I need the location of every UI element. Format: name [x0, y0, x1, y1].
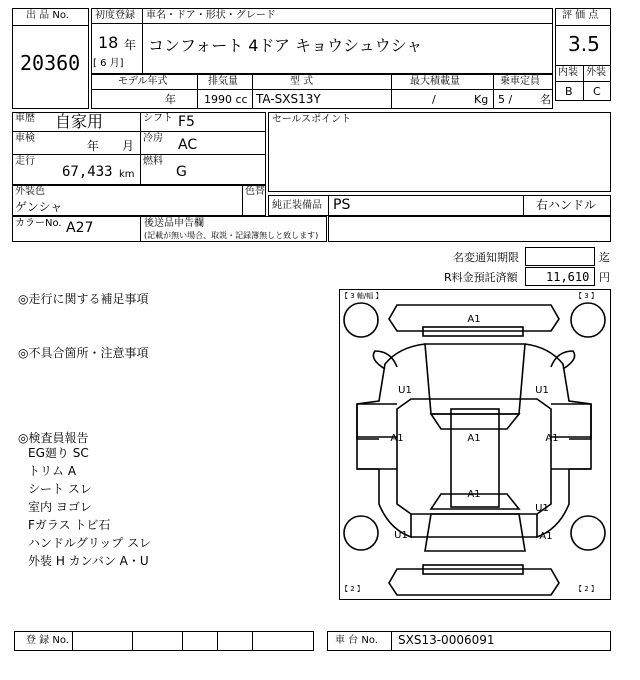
history: 自家用 — [55, 112, 104, 131]
history-label: 車歴 — [15, 113, 35, 124]
inspector-line: 外装 H カンバン A・U — [28, 554, 149, 568]
diagram-corner-label: 【 2 】 — [341, 585, 364, 593]
driving-notes-label: ◎走行に関する補足事項 — [18, 292, 149, 306]
damage-mark-front-bumper: A1 — [467, 314, 481, 325]
defects-label: ◎不具合箇所・注意事項 — [18, 346, 149, 360]
exterior-color-label: 外装色 — [15, 186, 45, 197]
interior-label: 内装 — [558, 67, 578, 78]
first-reg-month: [ 6 月] — [93, 58, 124, 69]
inspector-line: ハンドルグリップ スレ — [28, 536, 152, 550]
capacity-label: 乗車定員 — [500, 76, 540, 87]
post-report-label: 後送品申告欄 — [144, 218, 204, 229]
inspector-line: Fガラス トビ石 — [28, 518, 111, 532]
lot-number: 20360 — [20, 51, 81, 75]
exterior-grade: C — [593, 85, 601, 98]
inspector-report-label: ◎検査員報告 — [18, 431, 89, 445]
damage-mark-right-front-door: A1 — [545, 433, 559, 444]
rating-label: 評 価 点 — [562, 10, 599, 21]
shift: F5 — [178, 114, 195, 130]
chassis-no-label: 車 台 No. — [335, 635, 378, 646]
blank-box — [328, 216, 611, 242]
rating-score: 3.5 — [568, 32, 600, 56]
inspector-line: シート スレ — [28, 482, 92, 496]
car-name: コンフォート 4ドア キョウシュウシャ — [148, 36, 423, 55]
model-year-label: モデル年式 — [118, 76, 168, 87]
genuine-equip-label: 純正装備品 — [272, 200, 322, 211]
mileage-label: 走行 — [15, 156, 35, 167]
model-year-unit: 年 — [165, 93, 176, 106]
diagram-corner-label: 【 2 】 — [575, 585, 598, 593]
aircon: AC — [178, 137, 198, 153]
diagram-corner-label: 【 3 】 — [575, 292, 598, 300]
damage-mark-trunk: A1 — [467, 489, 481, 500]
name-change-label: 名変通知期限 — [453, 251, 519, 264]
aircon-label: 冷房 — [143, 133, 163, 144]
inspector-line: 室内 ヨゴレ — [28, 500, 92, 514]
color-no: A27 — [66, 220, 94, 236]
first-reg-label: 初度登録 — [95, 10, 135, 21]
recycle-amount: 11,610 — [546, 270, 590, 284]
inspection-year: 年 — [87, 139, 100, 153]
capacity-unit: 名 — [540, 93, 551, 106]
reg-no-label: 登 録 No. — [26, 635, 69, 646]
sales-point-label: セールスポイント — [272, 114, 352, 125]
damage-mark-rear-right-quarter: A1 — [539, 531, 553, 542]
car-diagram — [339, 289, 611, 600]
info-left-box — [12, 112, 266, 185]
damage-mark-left-front-door: A1 — [390, 433, 404, 444]
color-no-label: カラーNo. — [15, 218, 62, 229]
handle-position: 右ハンドル — [536, 198, 597, 212]
fuel: G — [176, 164, 187, 180]
recycle-unit: 円 — [599, 271, 610, 284]
chassis-no: SXS13-0006091 — [398, 633, 495, 647]
post-report-note: (記載が無い場合、取説・記録簿無しと致します) — [144, 231, 319, 240]
max-load-label: 最大積載量 — [410, 76, 460, 87]
type-label: 型 式 — [290, 76, 314, 87]
max-load-value: / — [432, 93, 436, 106]
model-type: TA-SXS13Y — [256, 92, 321, 106]
year-unit: 年 — [124, 38, 137, 52]
fuel-label: 燃料 — [143, 156, 163, 167]
car-name-label: 車名・ドア・形状・グレード — [146, 10, 276, 21]
genuine-equip: PS — [333, 197, 351, 213]
damage-mark-rear-left-door: U1 — [535, 503, 549, 514]
damage-mark-rear-right-door: U1 — [394, 530, 408, 541]
inspection-label: 車検 — [15, 133, 35, 144]
name-change-deadline — [525, 247, 595, 266]
damage-mark-front-left-fender: U1 — [398, 385, 412, 396]
inspector-line: トリム A — [28, 464, 77, 478]
displacement: 1990 cc — [204, 93, 248, 106]
inspection-month: 月 — [122, 139, 135, 153]
shift-label: シフト — [143, 113, 173, 124]
inspector-line: EG廻り SC — [28, 446, 89, 460]
diagram-corner-label: 【 3 軸/幅 】 — [341, 292, 383, 300]
capacity: 5 / — [498, 93, 513, 106]
max-load-unit: Kg — [474, 93, 489, 106]
recycle-label: R料金預託済額 — [444, 271, 518, 284]
interior-grade: B — [565, 85, 573, 98]
mileage-unit: km — [119, 169, 135, 180]
damage-mark-front-right-fender: U1 — [535, 385, 549, 396]
exterior-label: 外装 — [586, 67, 606, 78]
damage-mark-roof: A1 — [467, 433, 481, 444]
first-reg-year: 18 — [98, 33, 119, 52]
color-change-label: 色替 — [245, 186, 265, 197]
exterior-color: ゲンシャ — [15, 200, 63, 214]
mileage: 67,433 — [62, 164, 113, 180]
displacement-label: 排気量 — [208, 76, 238, 87]
name-change-unit: 迄 — [599, 251, 610, 264]
lot-number-label: 出 品 No. — [26, 10, 69, 21]
